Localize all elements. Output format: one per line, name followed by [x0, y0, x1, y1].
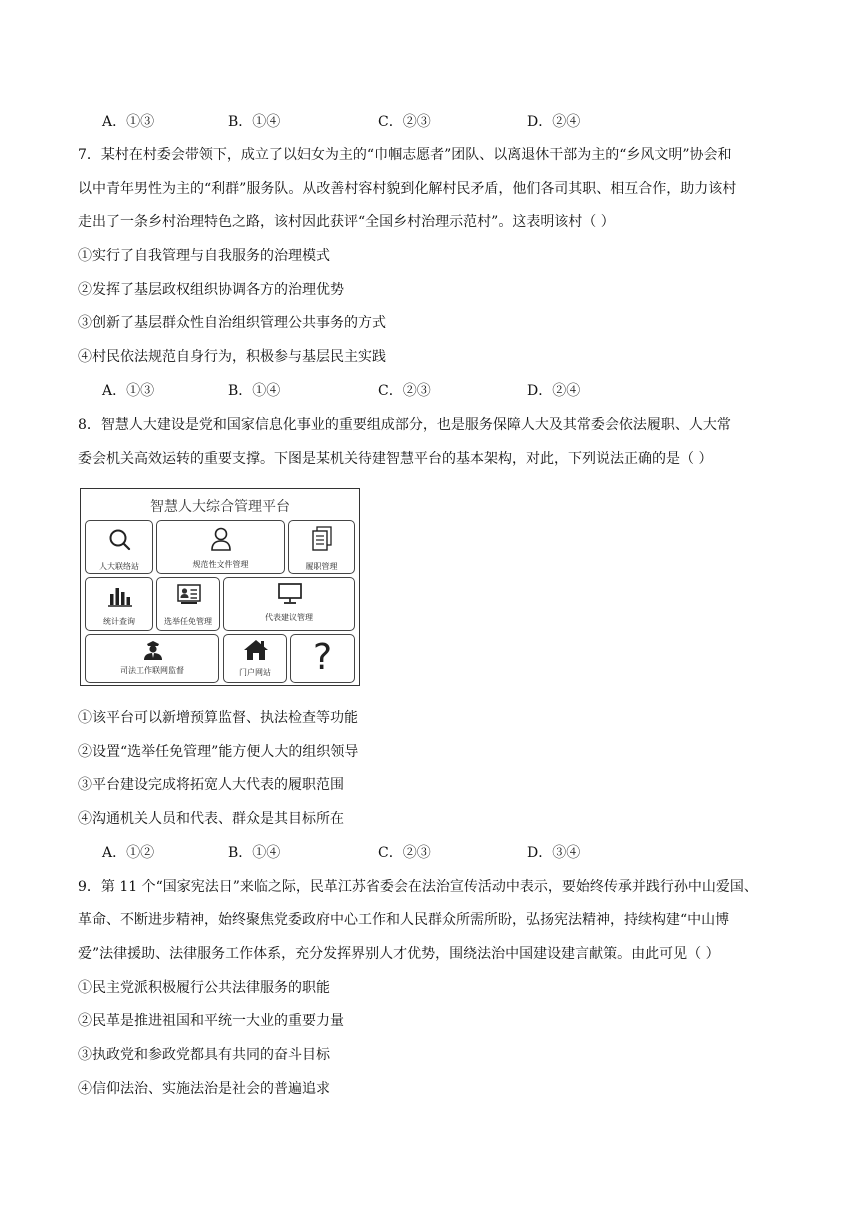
person-icon	[210, 526, 232, 552]
q7-item-1: ①实行了自我管理与自我服务的治理模式	[78, 248, 330, 264]
tile-proposal-label: 代表建议管理	[265, 613, 313, 622]
tile-duty-management	[288, 520, 355, 574]
q6-option-d: D．②④	[527, 114, 581, 130]
id-card-icon	[177, 583, 201, 605]
q9-stem-line-1: 9．第 11 个“国家宪法日”来临之际，民革江苏省委会在法治宣传活动中表示，要始终传承并践行孙中山爱国、	[78, 879, 758, 895]
q7-item-4: ④村民依法规范自身行为，积极参与基层民主实践	[78, 349, 386, 365]
q8-item-3: ③平台建设完成将拓宽人大代表的履职范围	[78, 777, 344, 793]
tile-duty-label: 履职管理	[305, 562, 338, 571]
q9-item-1: ①民主党派积极履行公共法律服务的职能	[78, 980, 330, 996]
question-mark-icon: ?	[312, 637, 333, 678]
q6-option-c: C．②③	[378, 114, 431, 130]
tile-judicial-supervision	[85, 634, 219, 683]
q7-item-3: ③创新了基层群众性自治组织管理公共事务的方式	[78, 315, 386, 331]
q7-option-a: A．①③	[102, 383, 155, 399]
tile-normative-docs	[156, 520, 285, 574]
search-icon	[107, 527, 133, 553]
officer-icon	[142, 639, 164, 661]
home-icon	[242, 638, 270, 662]
tile-statistics-query	[85, 577, 153, 631]
tile-judicial-label: 司法工作联网监督	[120, 666, 184, 675]
q8-option-d: D．③④	[527, 845, 581, 861]
platform-diagram	[80, 488, 360, 686]
q7-item-2: ②发挥了基层政权组织协调各方的治理优势	[78, 282, 344, 298]
q6-option-b: B．①④	[228, 114, 281, 130]
tile-proposal-management	[223, 577, 355, 631]
tile-election-label: 选举任免管理	[164, 617, 212, 626]
q8-option-a: A．①②	[102, 845, 155, 861]
tile-portal-label: 门户网站	[239, 668, 271, 677]
q7-stem-line-2: 以中青年男性为主的“利群”服务队。从改善村容村貌到化解村民矛盾，他们各司其职、相互合作，助力该村	[78, 181, 737, 197]
q9-stem-line-3: 爱”法律援助、法律服务工作体系，充分发挥界别人才优势，围绕法治中国建设建言献策。由此可见（ ）	[78, 946, 720, 962]
tile-unknown	[290, 634, 355, 683]
tile-portal-site	[223, 634, 287, 683]
tile-statistics-label: 统计查询	[103, 617, 135, 626]
q8-stem-line-1: 8．智慧人大建设是党和国家信息化事业的重要组成部分，也是服务保障人大及其常委会依法履职、人大常	[78, 417, 731, 433]
bar-chart-icon	[108, 585, 132, 607]
tile-liaison-station	[85, 520, 153, 574]
q8-option-b: B．①④	[228, 845, 281, 861]
q7-option-d: D．②④	[527, 383, 581, 399]
q9-item-3: ③执政党和参政党都具有共同的奋斗目标	[78, 1047, 330, 1063]
q7-option-b: B．①④	[228, 383, 281, 399]
q6-option-a: A．①③	[102, 114, 155, 130]
q9-item-4: ④信仰法治、实施法治是社会的普遍追求	[78, 1081, 330, 1097]
q9-item-2: ②民革是推进祖国和平统一大业的重要力量	[78, 1013, 344, 1029]
q8-item-2: ②设置“选举任免管理”能方便人大的组织领导	[78, 744, 359, 760]
q7-option-c: C．②③	[378, 383, 431, 399]
tile-election-appointment	[156, 577, 220, 631]
tile-normative-docs-label: 规范性文件管理	[192, 560, 249, 569]
q8-item-4: ④沟通机关人员和代表、群众是其目标所在	[78, 811, 344, 827]
q8-item-1: ①该平台可以新增预算监督、执法检查等功能	[78, 710, 358, 726]
q8-option-c: C．②③	[378, 845, 431, 861]
tile-liaison-label: 人大联络站	[99, 562, 139, 571]
q8-stem-line-2: 委会机关高效运转的重要支撑。下图是某机关待建智慧平台的基本架构，对此，下列说法正确的是（ ）	[78, 451, 713, 467]
q7-stem-line-3: 走出了一条乡村治理特色之路，该村因此获评“全国乡村治理示范村”。这表明该村（ ）	[78, 214, 615, 230]
document-icon	[311, 526, 333, 552]
q7-stem-line-1: 7．某村在村委会带领下，成立了以妇女为主的“巾帼志愿者”团队、以离退休干部为主的“乡风文明”协会和	[78, 147, 732, 163]
q9-stem-line-2: 革命、不断进步精神，始终聚焦党委政府中心工作和人民群众所需所盼，弘扬宪法精神，持续构建“中山博	[78, 912, 730, 928]
monitor-icon	[277, 582, 303, 606]
platform-title: 智慧人大综合管理平台	[150, 499, 290, 515]
